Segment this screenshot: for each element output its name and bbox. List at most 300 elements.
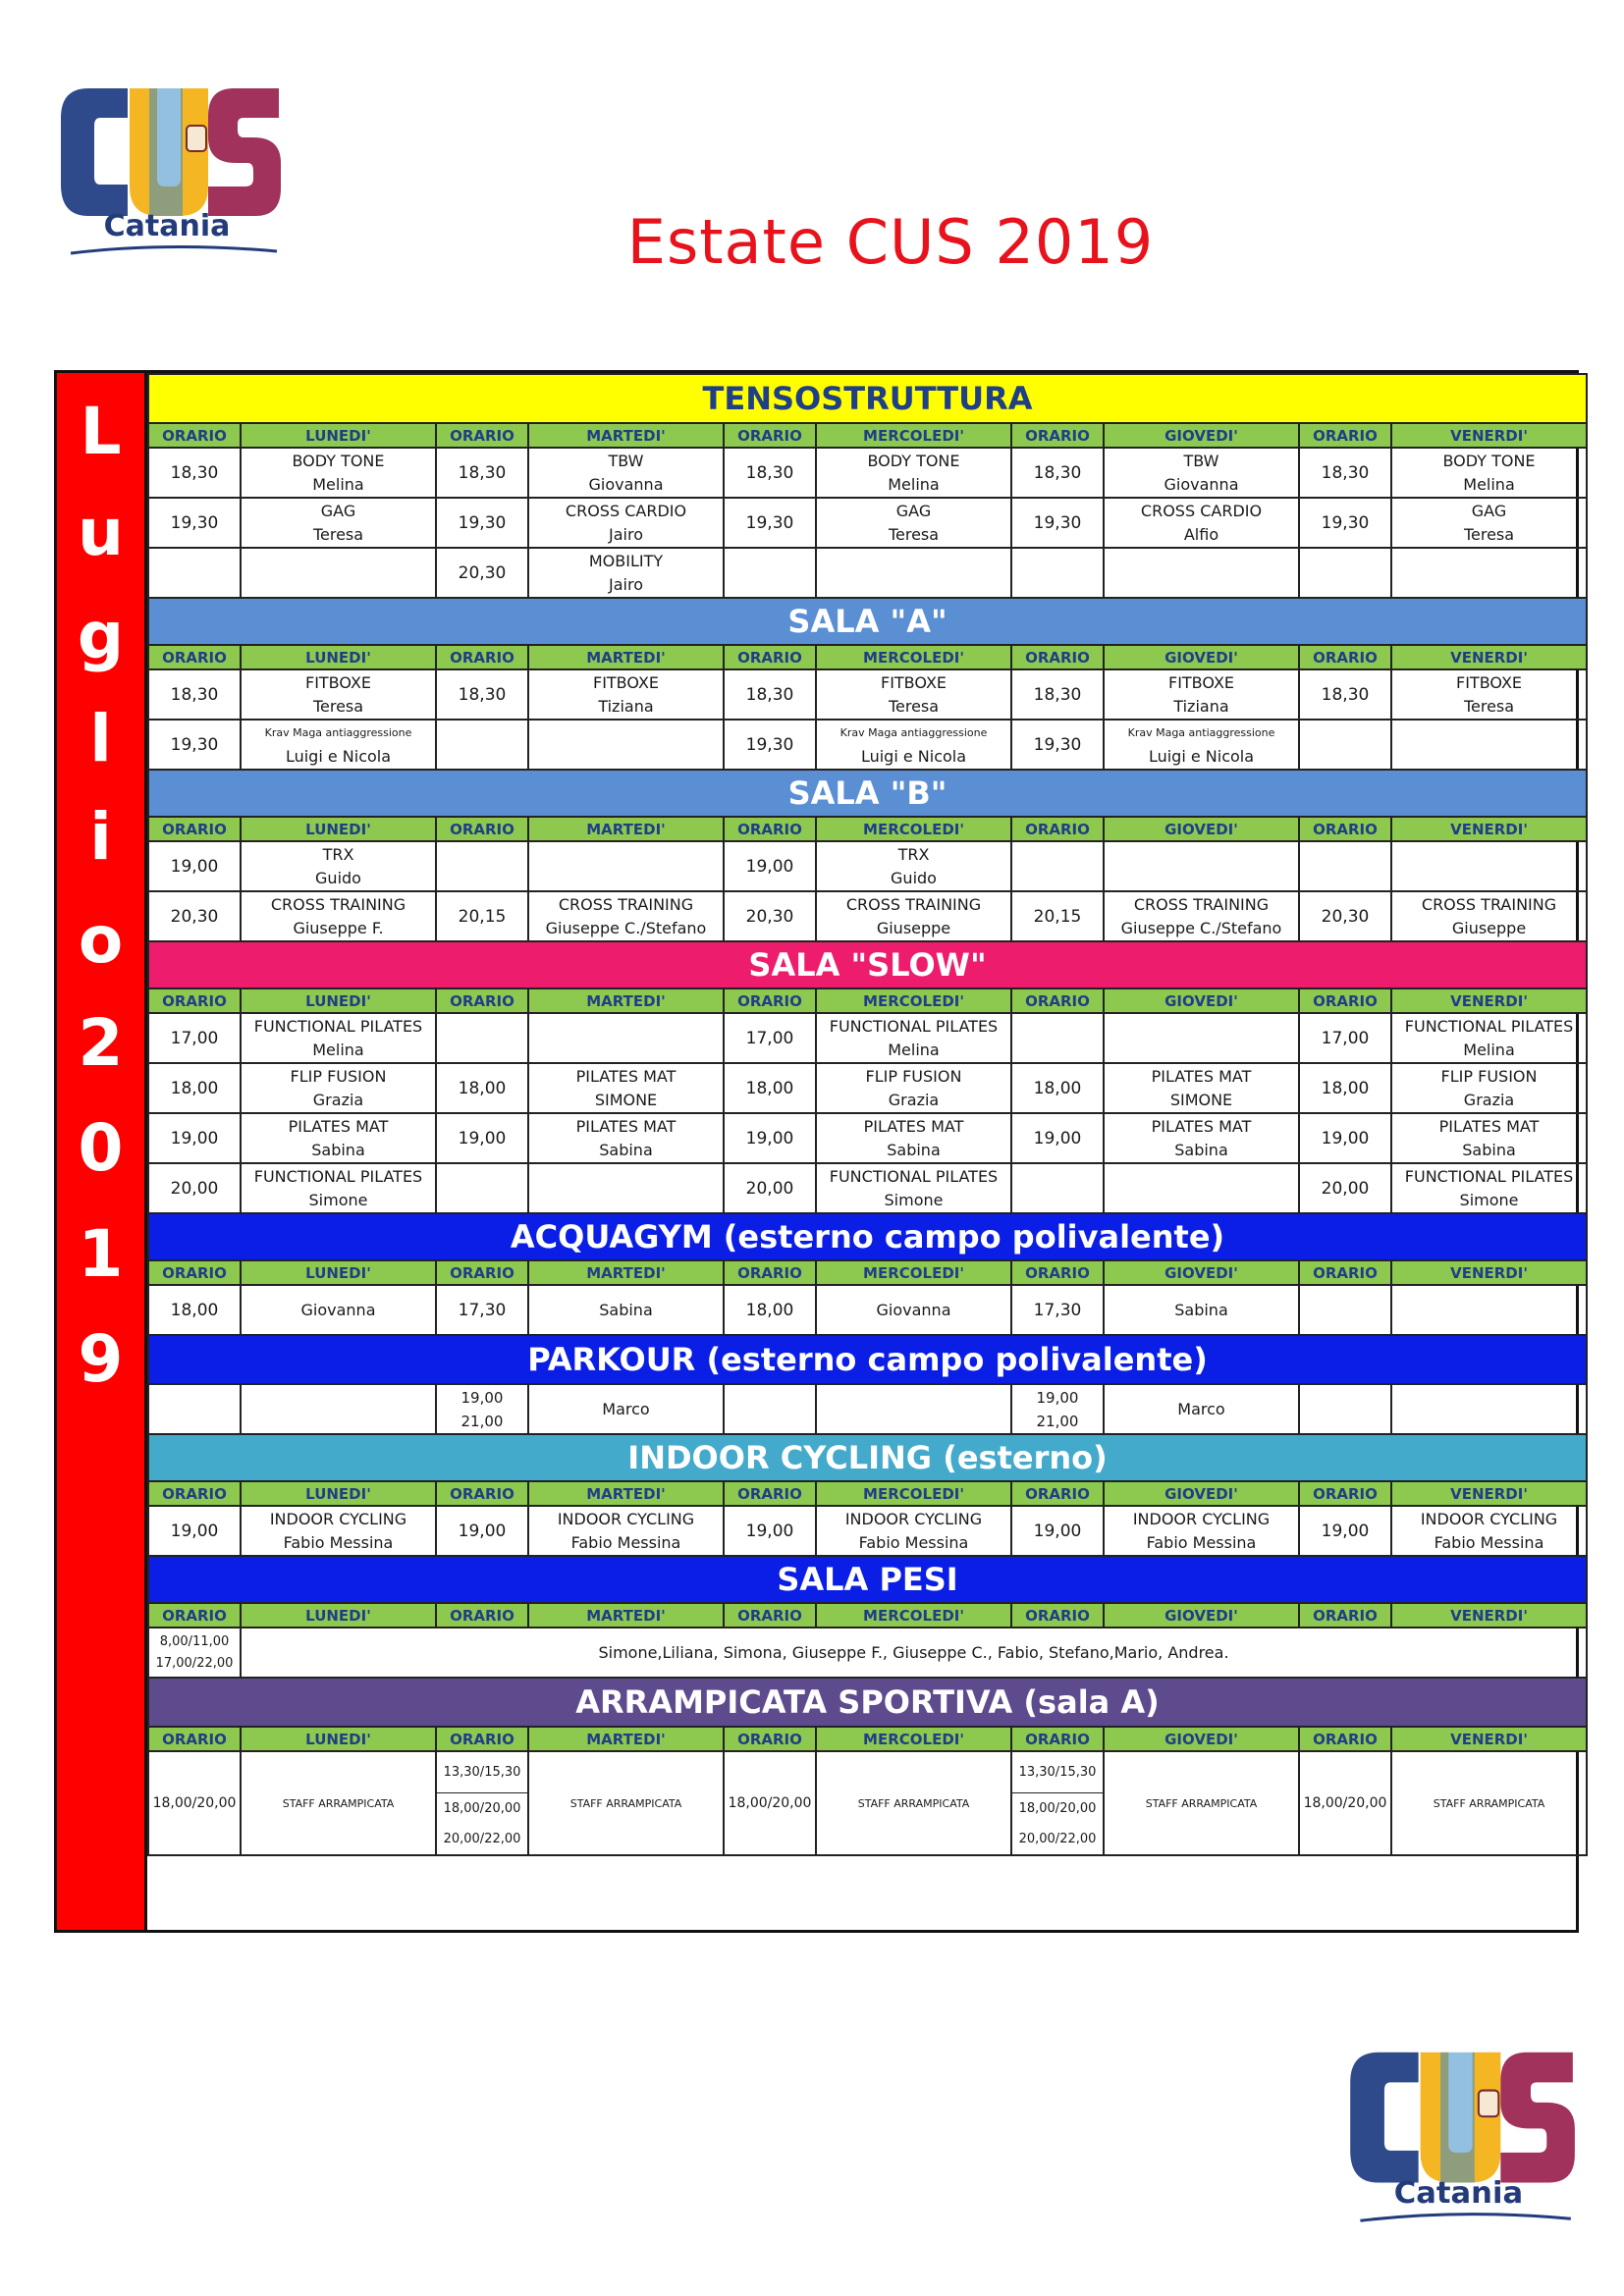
time-header: ORARIO bbox=[724, 1260, 816, 1285]
time-line: 21,00 bbox=[1036, 1412, 1079, 1430]
activity-cell bbox=[1104, 498, 1299, 548]
activity-cell bbox=[528, 1063, 724, 1113]
time-cell bbox=[436, 1163, 528, 1213]
activity-cell bbox=[241, 1506, 436, 1556]
time-cell bbox=[148, 1628, 241, 1678]
time-header: ORARIO bbox=[436, 1260, 528, 1285]
instructor-name: Fabio Messina bbox=[570, 1532, 681, 1552]
time-cell: 17,00 bbox=[1299, 1013, 1391, 1063]
schedule-row bbox=[148, 548, 1587, 598]
activity-cell bbox=[816, 841, 1011, 891]
month-vertical-text bbox=[56, 373, 146, 1930]
time-cell: 19,30 bbox=[724, 720, 816, 770]
activity-cell bbox=[816, 1384, 1011, 1434]
time-cell: 18,30 bbox=[436, 448, 528, 498]
activity-cell: Sabina bbox=[528, 1285, 724, 1335]
day-header: GIOVEDI' bbox=[1104, 988, 1299, 1013]
activity-cell bbox=[528, 448, 724, 498]
activity-name: PILATES MAT bbox=[1151, 1116, 1252, 1136]
activity-name: FUNCTIONAL PILATES bbox=[253, 1016, 423, 1036]
section-title-sala-a: SALA "A" bbox=[148, 598, 1587, 645]
time-cell: 20,00 bbox=[724, 1163, 816, 1213]
day-header-row bbox=[148, 1260, 1587, 1285]
time-stack bbox=[437, 1752, 527, 1854]
activity-cell bbox=[241, 1063, 436, 1113]
activity-name: PILATES MAT bbox=[575, 1066, 677, 1086]
activity-cell bbox=[1391, 1163, 1587, 1213]
time-cell bbox=[1011, 1013, 1104, 1063]
activity-cell bbox=[528, 891, 724, 941]
logo-swoosh bbox=[1360, 2215, 1570, 2221]
activity-cell bbox=[241, 891, 436, 941]
day-header-row bbox=[148, 817, 1587, 841]
activity-cell bbox=[816, 1013, 1011, 1063]
day-header: MERCOLEDI' bbox=[816, 1260, 1011, 1285]
time-cell: 20,30 bbox=[436, 548, 528, 598]
time-cell: 19,00 bbox=[436, 1506, 528, 1556]
day-header: LUNEDI' bbox=[241, 1603, 436, 1628]
schedule-row bbox=[148, 1628, 1587, 1678]
time-cell: 18,00 bbox=[1299, 1063, 1391, 1113]
day-header: LUNEDI' bbox=[241, 1727, 436, 1751]
instructor-name: Fabio Messina bbox=[1146, 1532, 1257, 1552]
activity-name: CROSS CARDIO bbox=[565, 501, 687, 520]
activity-cell bbox=[816, 1163, 1011, 1213]
activity-cell bbox=[528, 1113, 724, 1163]
time-header: ORARIO bbox=[148, 1481, 241, 1506]
instructor-name: Giuseppe F. bbox=[293, 918, 384, 937]
instructor-name: Giuseppe C./Stefano bbox=[1120, 918, 1282, 937]
time-cell: 17,30 bbox=[436, 1285, 528, 1335]
instructor-name: Sabina bbox=[1462, 1140, 1516, 1159]
day-header: GIOVEDI' bbox=[1104, 1260, 1299, 1285]
section-band-row bbox=[148, 1213, 1587, 1260]
instructor-name: Melina bbox=[312, 1040, 364, 1059]
schedule-row bbox=[148, 448, 1587, 498]
time-header: ORARIO bbox=[1299, 423, 1391, 448]
day-header: LUNEDI' bbox=[241, 988, 436, 1013]
activity-cell: STAFF ARRAMPICATA bbox=[816, 1751, 1011, 1855]
activity-name: FITBOXE bbox=[1167, 672, 1235, 692]
activity-cell bbox=[528, 669, 724, 720]
time-cell bbox=[436, 1384, 528, 1434]
instructor-name: Fabio Messina bbox=[858, 1532, 969, 1552]
activity-name: MOBILITY bbox=[588, 551, 664, 570]
activity-cell bbox=[1104, 1506, 1299, 1556]
activity-name: TRX bbox=[897, 844, 930, 864]
day-header: LUNEDI' bbox=[241, 423, 436, 448]
month-char: o bbox=[78, 902, 124, 978]
day-header: GIOVEDI' bbox=[1104, 423, 1299, 448]
activity-cell bbox=[816, 548, 1011, 598]
section-band-row bbox=[148, 770, 1587, 817]
activity-cell bbox=[1104, 669, 1299, 720]
schedule-grid-table bbox=[147, 373, 1588, 1856]
schedule-row bbox=[148, 841, 1587, 891]
time-header: ORARIO bbox=[148, 645, 241, 669]
instructor-name: Tiziana bbox=[598, 696, 654, 716]
logo-subtitle: Catania bbox=[1393, 2175, 1524, 2211]
day-header-row bbox=[148, 1727, 1587, 1751]
time-cell: 18,30 bbox=[436, 669, 528, 720]
activity-cell bbox=[816, 720, 1011, 770]
time-header: ORARIO bbox=[1011, 1727, 1104, 1751]
time-cell: 19,30 bbox=[436, 498, 528, 548]
instructor-name: Melina bbox=[888, 474, 940, 494]
time-cell: 19,30 bbox=[1011, 498, 1104, 548]
time-cell bbox=[1011, 1384, 1104, 1434]
instructor-name: Jairo bbox=[609, 574, 643, 594]
activity-name: FITBOXE bbox=[304, 672, 372, 692]
time-line: 21,00 bbox=[460, 1412, 504, 1430]
activity-name: CROSS CARDIO bbox=[1140, 501, 1263, 520]
time-cell: 19,00 bbox=[1011, 1113, 1104, 1163]
day-header: MARTEDI' bbox=[528, 1260, 724, 1285]
logo-letter-c bbox=[1350, 2053, 1418, 2183]
activity-name: BODY TONE bbox=[867, 451, 960, 470]
time-line: 20,00/22,00 bbox=[1018, 1831, 1097, 1846]
logo-letter-s bbox=[1500, 2053, 1575, 2183]
activity-name: GAG bbox=[1471, 501, 1507, 520]
time-cell: 18,00 bbox=[148, 1063, 241, 1113]
activity-name: Krav Maga antiaggressione bbox=[1127, 725, 1275, 739]
time-cell: 18,30 bbox=[148, 448, 241, 498]
activity-name: INDOOR CYCLING bbox=[1132, 1509, 1271, 1528]
time-header: ORARIO bbox=[1299, 1727, 1391, 1751]
activity-cell: Giovanna bbox=[241, 1285, 436, 1335]
day-header: MARTEDI' bbox=[528, 645, 724, 669]
month-char: g bbox=[77, 598, 125, 673]
activity-cell: Giovanna bbox=[816, 1285, 1011, 1335]
activity-name: CROSS TRAINING bbox=[1133, 894, 1270, 914]
instructor-name: Fabio Messina bbox=[1434, 1532, 1544, 1552]
activity-name: CROSS TRAINING bbox=[845, 894, 982, 914]
activity-cell bbox=[1391, 669, 1587, 720]
activity-cell bbox=[528, 1506, 724, 1556]
time-cell: 19,00 bbox=[724, 841, 816, 891]
time-cell: 18,00/20,00 bbox=[724, 1751, 816, 1855]
time-line: 8,00/11,00 bbox=[159, 1633, 230, 1649]
schedule-row bbox=[148, 1013, 1587, 1063]
schedule-row bbox=[148, 1163, 1587, 1213]
time-header: ORARIO bbox=[436, 1481, 528, 1506]
day-header-row bbox=[148, 423, 1587, 448]
activity-name: Krav Maga antiaggressione bbox=[264, 725, 412, 739]
activity-cell bbox=[241, 448, 436, 498]
activity-name: FUNCTIONAL PILATES bbox=[829, 1016, 999, 1036]
activity-name: FITBOXE bbox=[880, 672, 947, 692]
logo-letter-c bbox=[61, 88, 128, 216]
activity-cell bbox=[241, 1113, 436, 1163]
activity-name: PILATES MAT bbox=[1151, 1066, 1252, 1086]
instructor-name: Teresa bbox=[1463, 524, 1515, 544]
schedule-row bbox=[148, 1063, 1587, 1113]
section-title-arrampicata: ARRAMPICATA SPORTIVA (sala A) bbox=[148, 1678, 1587, 1727]
time-line: 13,30/15,30 bbox=[437, 1752, 527, 1793]
time-header: ORARIO bbox=[148, 1260, 241, 1285]
section-band-row bbox=[148, 1335, 1587, 1384]
schedule-row bbox=[148, 1506, 1587, 1556]
time-header: ORARIO bbox=[1011, 1481, 1104, 1506]
instructor-name: Jairo bbox=[609, 524, 643, 544]
activity-cell bbox=[528, 548, 724, 598]
activity-cell bbox=[1391, 1384, 1587, 1434]
instructor-name: Sabina bbox=[1174, 1140, 1228, 1159]
section-title-indoor-cycling: INDOOR CYCLING (esterno) bbox=[148, 1434, 1587, 1481]
activity-cell: STAFF ARRAMPICATA bbox=[241, 1751, 436, 1855]
activity-name: CROSS TRAINING bbox=[1421, 894, 1557, 914]
day-header: GIOVEDI' bbox=[1104, 1481, 1299, 1506]
time-cell bbox=[1011, 1751, 1104, 1855]
time-line: 17,00/22,00 bbox=[155, 1655, 234, 1671]
activity-cell: STAFF ARRAMPICATA bbox=[528, 1751, 724, 1855]
activity-cell bbox=[816, 891, 1011, 941]
activity-name: CROSS TRAINING bbox=[270, 894, 406, 914]
time-cell: 19,00 bbox=[148, 841, 241, 891]
page-title: Estate CUS 2019 bbox=[626, 206, 1155, 278]
day-header: LUNEDI' bbox=[241, 1260, 436, 1285]
month-char: L bbox=[80, 394, 122, 469]
instructor-name: Tiziana bbox=[1173, 696, 1229, 716]
activity-cell bbox=[1391, 1063, 1587, 1113]
day-header: LUNEDI' bbox=[241, 817, 436, 841]
activity-cell bbox=[1391, 1285, 1587, 1335]
time-cell: 18,30 bbox=[148, 669, 241, 720]
day-header-row bbox=[148, 1481, 1587, 1506]
time-cell: 20,00 bbox=[148, 1163, 241, 1213]
month-char: l bbox=[89, 701, 112, 776]
activity-cell bbox=[528, 1013, 724, 1063]
time-cell bbox=[436, 1013, 528, 1063]
time-cell bbox=[1299, 1285, 1391, 1335]
time-cell bbox=[724, 548, 816, 598]
time-cell: 19,00 bbox=[436, 1113, 528, 1163]
time-header: ORARIO bbox=[148, 817, 241, 841]
day-header: MARTEDI' bbox=[528, 988, 724, 1013]
schedule-row bbox=[148, 891, 1587, 941]
activity-cell: Marco bbox=[528, 1384, 724, 1434]
activity-cell bbox=[241, 1163, 436, 1213]
time-cell bbox=[148, 548, 241, 598]
time-cell bbox=[436, 1751, 528, 1855]
schedule-row bbox=[148, 1751, 1587, 1855]
activity-cell bbox=[1104, 548, 1299, 598]
time-cell: 20,15 bbox=[1011, 891, 1104, 941]
time-header: ORARIO bbox=[724, 1481, 816, 1506]
time-cell: 18,00 bbox=[724, 1063, 816, 1113]
day-header: VENERDI' bbox=[1391, 423, 1587, 448]
time-cell: 18,00 bbox=[1011, 1063, 1104, 1113]
time-cell: 18,30 bbox=[1011, 669, 1104, 720]
month-char: 1 bbox=[78, 1216, 124, 1292]
activity-name: PILATES MAT bbox=[288, 1116, 389, 1136]
time-cell: 20,30 bbox=[724, 891, 816, 941]
schedule-grid bbox=[147, 373, 1588, 1930]
activity-cell bbox=[241, 669, 436, 720]
instructor-name: Simone bbox=[1459, 1190, 1519, 1209]
time-header: ORARIO bbox=[1299, 1481, 1391, 1506]
section-title-acquagym: ACQUAGYM (esterno campo polivalente) bbox=[148, 1213, 1587, 1260]
activity-name: FLIP FUSION bbox=[865, 1066, 962, 1086]
activity-cell bbox=[528, 720, 724, 770]
cus-catania-logo-bottom bbox=[1340, 2032, 1581, 2238]
time-line: 20,00/22,00 bbox=[443, 1831, 521, 1846]
time-cell bbox=[1299, 841, 1391, 891]
time-cell: 18,30 bbox=[1299, 448, 1391, 498]
time-cell bbox=[1299, 548, 1391, 598]
month-char: 0 bbox=[78, 1110, 124, 1186]
time-cell: 19,00 bbox=[724, 1113, 816, 1163]
section-band-row bbox=[148, 1434, 1587, 1481]
section-title-tensostruttura: TENSOSTRUTTURA bbox=[148, 374, 1587, 423]
day-header: LUNEDI' bbox=[241, 1481, 436, 1506]
time-cell: 18,30 bbox=[724, 448, 816, 498]
day-header: MARTEDI' bbox=[528, 1481, 724, 1506]
activity-name: INDOOR CYCLING bbox=[557, 1509, 695, 1528]
instructor-name: Simone bbox=[884, 1190, 944, 1209]
activity-cell: STAFF ARRAMPICATA bbox=[1391, 1751, 1587, 1855]
time-cell: 18,00/20,00 bbox=[1299, 1751, 1391, 1855]
section-band-row bbox=[148, 941, 1587, 988]
activity-name: FITBOXE bbox=[1456, 672, 1523, 692]
time-cell: 19,00 bbox=[724, 1506, 816, 1556]
activity-name: FLIP FUSION bbox=[290, 1066, 387, 1086]
instructor-name: Sabina bbox=[599, 1140, 653, 1159]
activity-cell bbox=[528, 1163, 724, 1213]
activity-cell bbox=[1104, 1063, 1299, 1113]
time-header: ORARIO bbox=[1299, 645, 1391, 669]
activity-name: BODY TONE bbox=[1442, 451, 1536, 470]
activity-cell bbox=[1391, 1506, 1587, 1556]
activity-name: FUNCTIONAL PILATES bbox=[1404, 1166, 1574, 1186]
activity-cell bbox=[528, 498, 724, 548]
time-header: ORARIO bbox=[724, 1603, 816, 1628]
time-line: 13,30/15,30 bbox=[1012, 1752, 1103, 1793]
schedule-row bbox=[148, 1384, 1587, 1434]
instructor-name: Sabina bbox=[887, 1140, 941, 1159]
logo-crest bbox=[1479, 2091, 1498, 2117]
activity-name: FUNCTIONAL PILATES bbox=[829, 1166, 999, 1186]
day-header: MERCOLEDI' bbox=[816, 988, 1011, 1013]
time-header: ORARIO bbox=[148, 423, 241, 448]
activity-name: PILATES MAT bbox=[575, 1116, 677, 1136]
activity-name: BODY TONE bbox=[292, 451, 385, 470]
activity-cell: Marco bbox=[1104, 1384, 1299, 1434]
day-header: GIOVEDI' bbox=[1104, 1603, 1299, 1628]
month-char: 2 bbox=[78, 1005, 124, 1081]
time-header: ORARIO bbox=[724, 1727, 816, 1751]
time-header: ORARIO bbox=[1011, 988, 1104, 1013]
activity-cell bbox=[1104, 891, 1299, 941]
activity-cell bbox=[1104, 448, 1299, 498]
month-label-bar bbox=[57, 373, 147, 1930]
time-cell: 19,00 bbox=[148, 1506, 241, 1556]
day-header: VENERDI' bbox=[1391, 988, 1587, 1013]
instructor-name: Grazia bbox=[312, 1090, 364, 1109]
time-cell: 19,00 bbox=[1299, 1506, 1391, 1556]
day-header-row bbox=[148, 645, 1587, 669]
activity-name: PILATES MAT bbox=[863, 1116, 964, 1136]
time-cell: 17,00 bbox=[724, 1013, 816, 1063]
activity-cell bbox=[1391, 891, 1587, 941]
sala-pesi-staff: Simone,Liliana, Simona, Giuseppe F., Giuseppe C., Fabio, Stefano,Mario, Andrea. bbox=[241, 1628, 1587, 1678]
instructor-name: Giovanna bbox=[1164, 474, 1239, 494]
activity-cell bbox=[1391, 1113, 1587, 1163]
time-cell: 19,00 bbox=[1299, 1113, 1391, 1163]
section-title-sala-slow: SALA "SLOW" bbox=[148, 941, 1587, 988]
time-header: ORARIO bbox=[724, 423, 816, 448]
time-cell bbox=[1011, 548, 1104, 598]
activity-name: TRX bbox=[322, 844, 354, 864]
instructor-name: Simone bbox=[308, 1190, 368, 1209]
activity-name: FUNCTIONAL PILATES bbox=[1404, 1016, 1574, 1036]
activity-cell: STAFF ARRAMPICATA bbox=[1104, 1751, 1299, 1855]
time-line: 18,00/20,00 bbox=[443, 1800, 521, 1816]
time-cell bbox=[1299, 720, 1391, 770]
time-header: ORARIO bbox=[1299, 817, 1391, 841]
activity-name: GAG bbox=[320, 501, 356, 520]
time-cell bbox=[148, 1384, 241, 1434]
month-char: u bbox=[78, 495, 124, 570]
activity-name: TBW bbox=[1183, 451, 1219, 470]
time-cell: 19,30 bbox=[724, 498, 816, 548]
activity-name: INDOOR CYCLING bbox=[1420, 1509, 1558, 1528]
section-band-row bbox=[148, 1556, 1587, 1603]
day-header: VENERDI' bbox=[1391, 1727, 1587, 1751]
time-header: ORARIO bbox=[436, 423, 528, 448]
day-header: MARTEDI' bbox=[528, 1727, 724, 1751]
activity-cell bbox=[528, 841, 724, 891]
time-cell: 18,30 bbox=[724, 669, 816, 720]
schedule-row bbox=[148, 498, 1587, 548]
activity-cell bbox=[241, 720, 436, 770]
time-cell bbox=[1011, 841, 1104, 891]
activity-name: TBW bbox=[608, 451, 644, 470]
instructor-name: Melina bbox=[312, 474, 364, 494]
time-cell bbox=[724, 1384, 816, 1434]
time-cell: 17,30 bbox=[1011, 1285, 1104, 1335]
activity-cell bbox=[816, 498, 1011, 548]
instructor-name: Teresa bbox=[888, 696, 940, 716]
instructor-name: Fabio Messina bbox=[283, 1532, 394, 1552]
activity-cell bbox=[1391, 548, 1587, 598]
day-header: VENERDI' bbox=[1391, 645, 1587, 669]
time-cell: 18,00 bbox=[724, 1285, 816, 1335]
activity-cell bbox=[816, 1063, 1011, 1113]
activity-cell bbox=[1391, 448, 1587, 498]
time-header: ORARIO bbox=[1011, 817, 1104, 841]
time-cell: 18,30 bbox=[1011, 448, 1104, 498]
instructor-name: Giuseppe bbox=[876, 918, 951, 937]
day-header: MARTEDI' bbox=[528, 423, 724, 448]
activity-cell bbox=[1104, 720, 1299, 770]
time-cell bbox=[436, 720, 528, 770]
time-header: ORARIO bbox=[436, 817, 528, 841]
time-cell: 19,30 bbox=[148, 498, 241, 548]
day-header: MERCOLEDI' bbox=[816, 1727, 1011, 1751]
activity-cell bbox=[1391, 841, 1587, 891]
activity-cell bbox=[1391, 498, 1587, 548]
instructor-name: Melina bbox=[888, 1040, 940, 1059]
time-header: ORARIO bbox=[724, 645, 816, 669]
time-line: 19,00 bbox=[460, 1388, 504, 1407]
activity-cell bbox=[241, 498, 436, 548]
day-header: VENERDI' bbox=[1391, 1603, 1587, 1628]
time-line: 19,00 bbox=[1036, 1388, 1079, 1407]
time-header: ORARIO bbox=[724, 817, 816, 841]
time-cell: 18,00/20,00 bbox=[148, 1751, 241, 1855]
month-char: i bbox=[89, 799, 112, 875]
